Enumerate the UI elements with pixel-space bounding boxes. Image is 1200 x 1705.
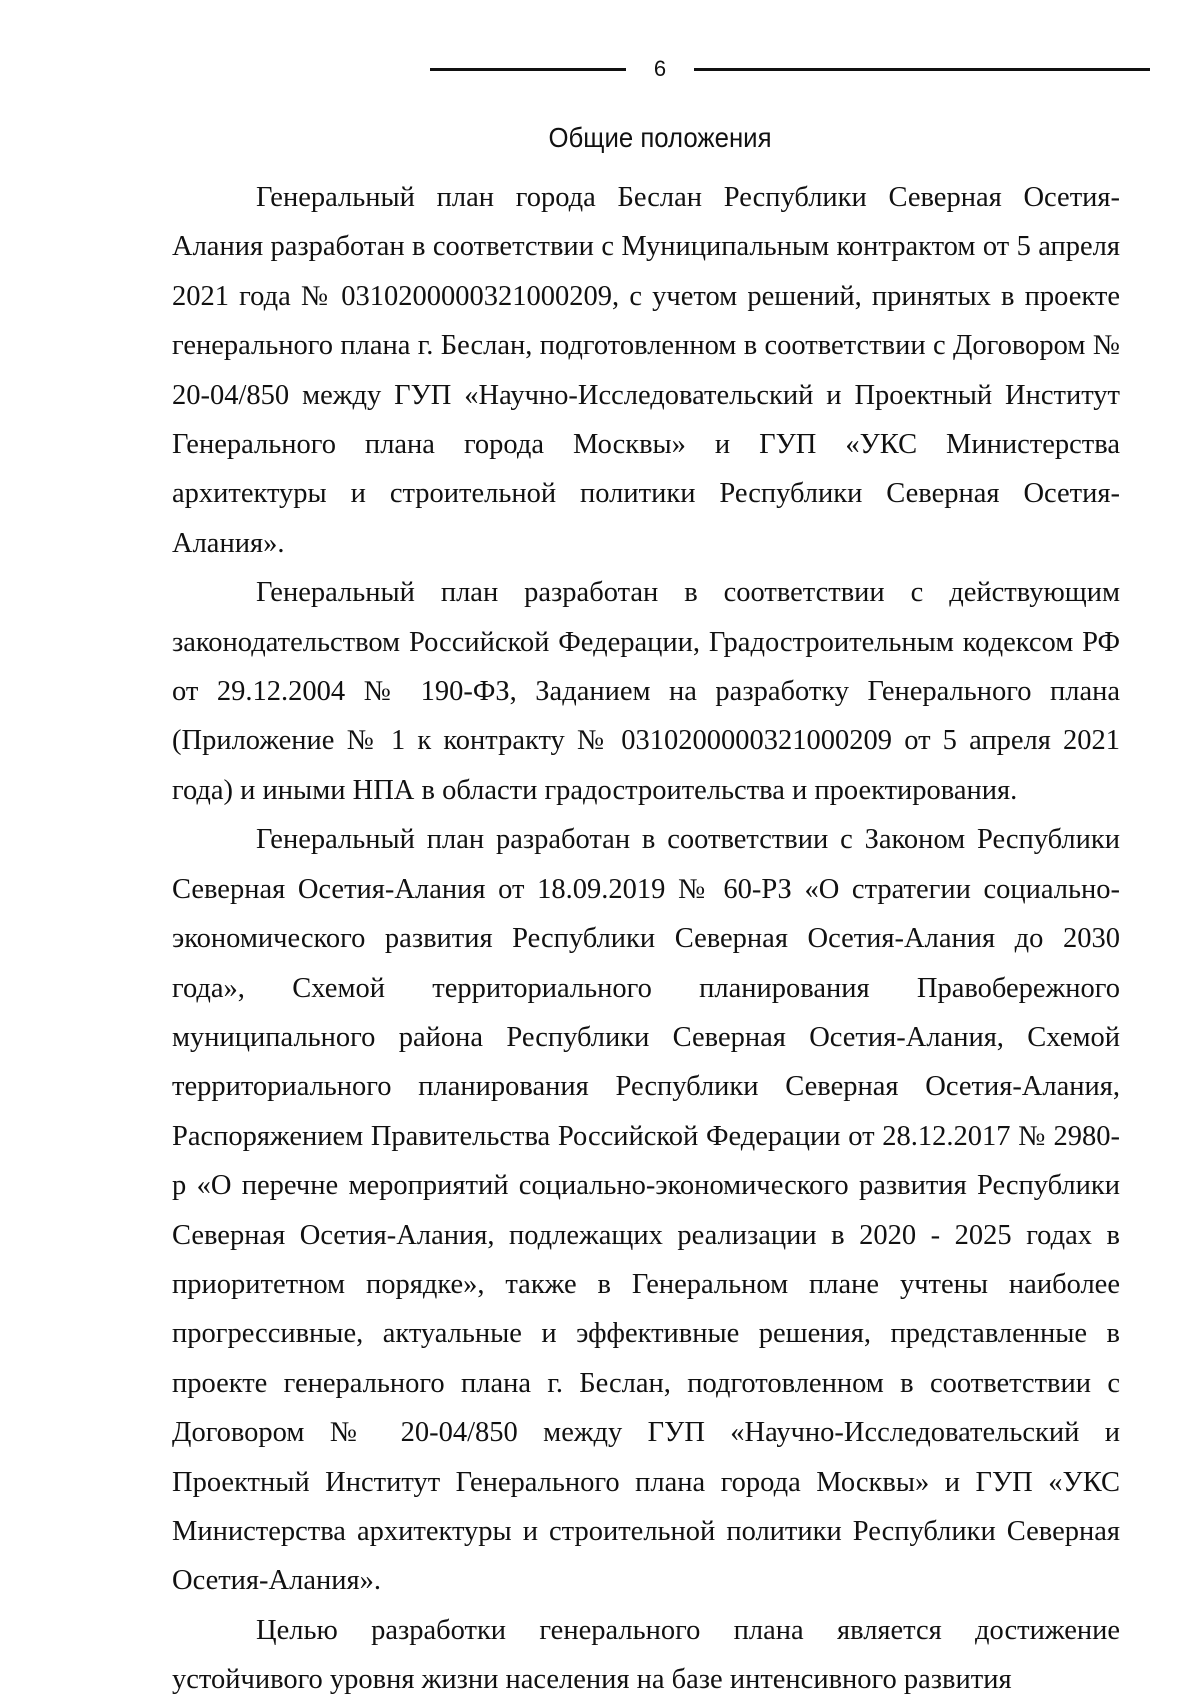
section-title: Общие положения (548, 122, 772, 153)
page-number: 6 (653, 56, 667, 81)
document-body (172, 173, 1120, 1705)
header-rule-right (694, 68, 1150, 71)
paragraph-legislation: Генеральный план разработан в соответствии с действующим законодательством Российской Федерации, Градостроительным кодексом РФ от 29.12.2004 № 190-ФЗ, Заданием на разработку Генерального плана (Приложение № 1 к контракту № 0310200000321000209 от 5 апреля 2021 года) и иными НПА в области градостроительства и проектирования. (172, 577, 1120, 806)
paragraph-purpose: Целью разработки генерального плана является достижение устойчивого уровня жизни населения на базе интенсивного развития (172, 1614, 1120, 1696)
paragraph-strategy-compliance: Генеральный план разработан в соответствии с Законом Республики Северная Осетия-Алания от 18.09.2019 № 60-РЗ «О стратегии социально-экономического развития Республики Северная Осетия-Алания до 2030 года», Схемой территориального планирования Правобережного муниципального района Республики Северная Осетия-Алания, Схемой территориального планирования Республики Северная Осетия-Алания, Распоряжением Правительства Российской Федерации от 28.12.2017 № 2980-р «О перечне мероприятий социально-экономического развития Республики Северная Осетия-Алания, подлежащих реализации в 2020 - 2025 годах в приоритетном порядке», также в Генеральном плане учтены наиболее прогрессивные, актуальные и эффективные решения, представленные в проекте генерального плана г. Беслан, подготовленном в соответствии с Договором № 20-04/850 между ГУП «Научно-Исследовательский и Проектный Институт Генерального плана города Москвы» и ГУП «УКС Министерства архитектуры и строительной политики Республики Северная Осетия-Алания». (172, 824, 1120, 1597)
page-header (430, 56, 1150, 86)
header-rule-left (430, 68, 626, 71)
paragraph-general-plan-basis: Генеральный план города Беслан Республики Северная Осетия-Алания разработан в соответствии с Муниципальным контрактом от 5 апреля 2021 года № 0310200000321000209, с учетом решений, принятых в проекте генерального плана г. Беслан, подготовленном в соответствии с Договором № 20-04/850 между ГУП «Научно-Исследовательский и Проектный Институт Генерального плана города Москвы» и ГУП «УКС Министерства архитектуры и строительной политики Республики Северная Осетия-Алания». (172, 182, 1120, 559)
